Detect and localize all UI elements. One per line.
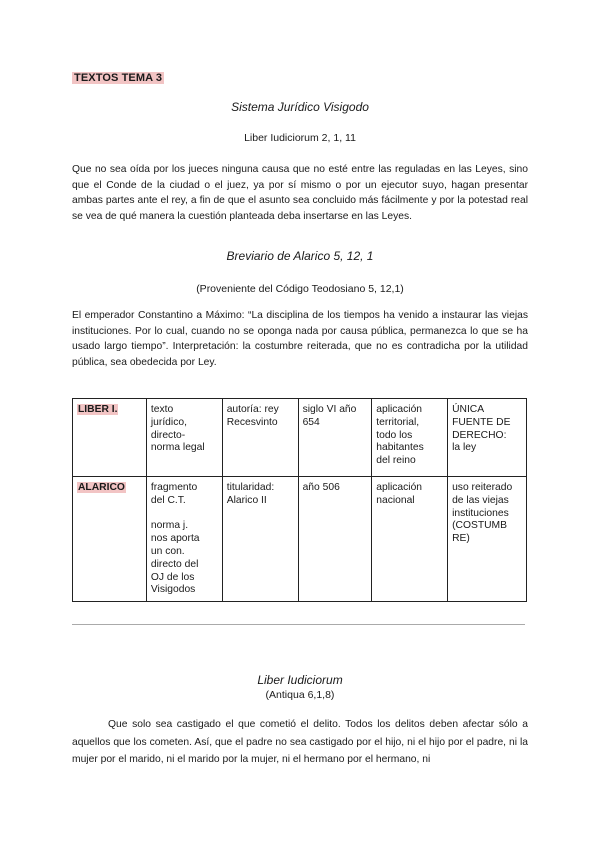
table-row-label: ALARICO <box>73 477 147 602</box>
section3-paragraph: Que solo sea castigado el que cometió el delito. Todos los delitos deben afectar sólo a aquellos que los cometen. Así, que el padre no sea castigado por el hijo, ni el hijo por el padre, ni la mujer por el marido, ni el marido por la mujer, ni el hermano por el hermano, ni <box>72 719 528 765</box>
section2-reference: (Proveniente del Código Teodosiano 5, 12,1) <box>196 283 404 295</box>
section1-title: Sistema Jurídico Visigodo <box>231 100 369 114</box>
table-cell: titularidad: Alarico II <box>222 477 298 602</box>
table-cell: texto jurídico, directo- norma legal <box>146 399 222 477</box>
table-cell: uso reiterado de las viejas instituciones (COSTUMB RE) <box>448 477 527 602</box>
section3-title: Liber Iudiciorum <box>257 673 343 687</box>
table-row-liber <box>73 399 527 477</box>
section1-reference: Liber Iudiciorum 2, 1, 11 <box>244 132 356 144</box>
table-cell: siglo VI año 654 <box>298 399 372 477</box>
table-cell: aplicación nacional <box>372 477 448 602</box>
table-cell: autoría: rey Recesvinto <box>222 399 298 477</box>
section2-paragraph: El emperador Constantino a Máximo: “La disciplina de los tiempos ha venido a instaurar las viejas instituciones. Por lo cual, cuando no se oponga nada por causa pública, permanezca lo que se ha usado largo tiempo”. Interpretación: la costumbre reiterada, que no es contradicha por la utilidad pública, sea obedecida por Ley. <box>72 310 528 368</box>
section2-title: Breviario de Alarico 5, 12, 1 <box>226 249 374 263</box>
table-cell: ÚNICA FUENTE DE DERECHO: la ley <box>448 399 527 477</box>
section-divider <box>72 624 525 625</box>
document-heading: TEXTOS TEMA 3 <box>74 72 163 84</box>
table-row-alarico <box>73 477 527 602</box>
comparison-table <box>72 398 527 602</box>
section3-reference: (Antiqua 6,1,8) <box>265 689 335 701</box>
table-cell: aplicación territorial, todo los habitantes del reino <box>372 399 448 477</box>
table-cell: fragmento del C.T. norma j. nos aporta un con. directo del OJ de los Visigodos <box>146 477 222 602</box>
table-cell: año 506 <box>298 477 372 602</box>
table-row-label: LIBER I. <box>73 399 147 477</box>
section1-paragraph: Que no sea oída por los jueces ninguna causa que no esté entre las reguladas en las Leyes, sino que el Conde de la ciudad o el juez, ya por sí mismo o por un ejecutor suyo, hagan presentar ambas partes ante el rey, a fin de que el asunto sea concluido más fácilmente y por la potestad real se vea de qué manera la cuestión planteada deba insertarse en las Leyes. <box>72 164 528 222</box>
